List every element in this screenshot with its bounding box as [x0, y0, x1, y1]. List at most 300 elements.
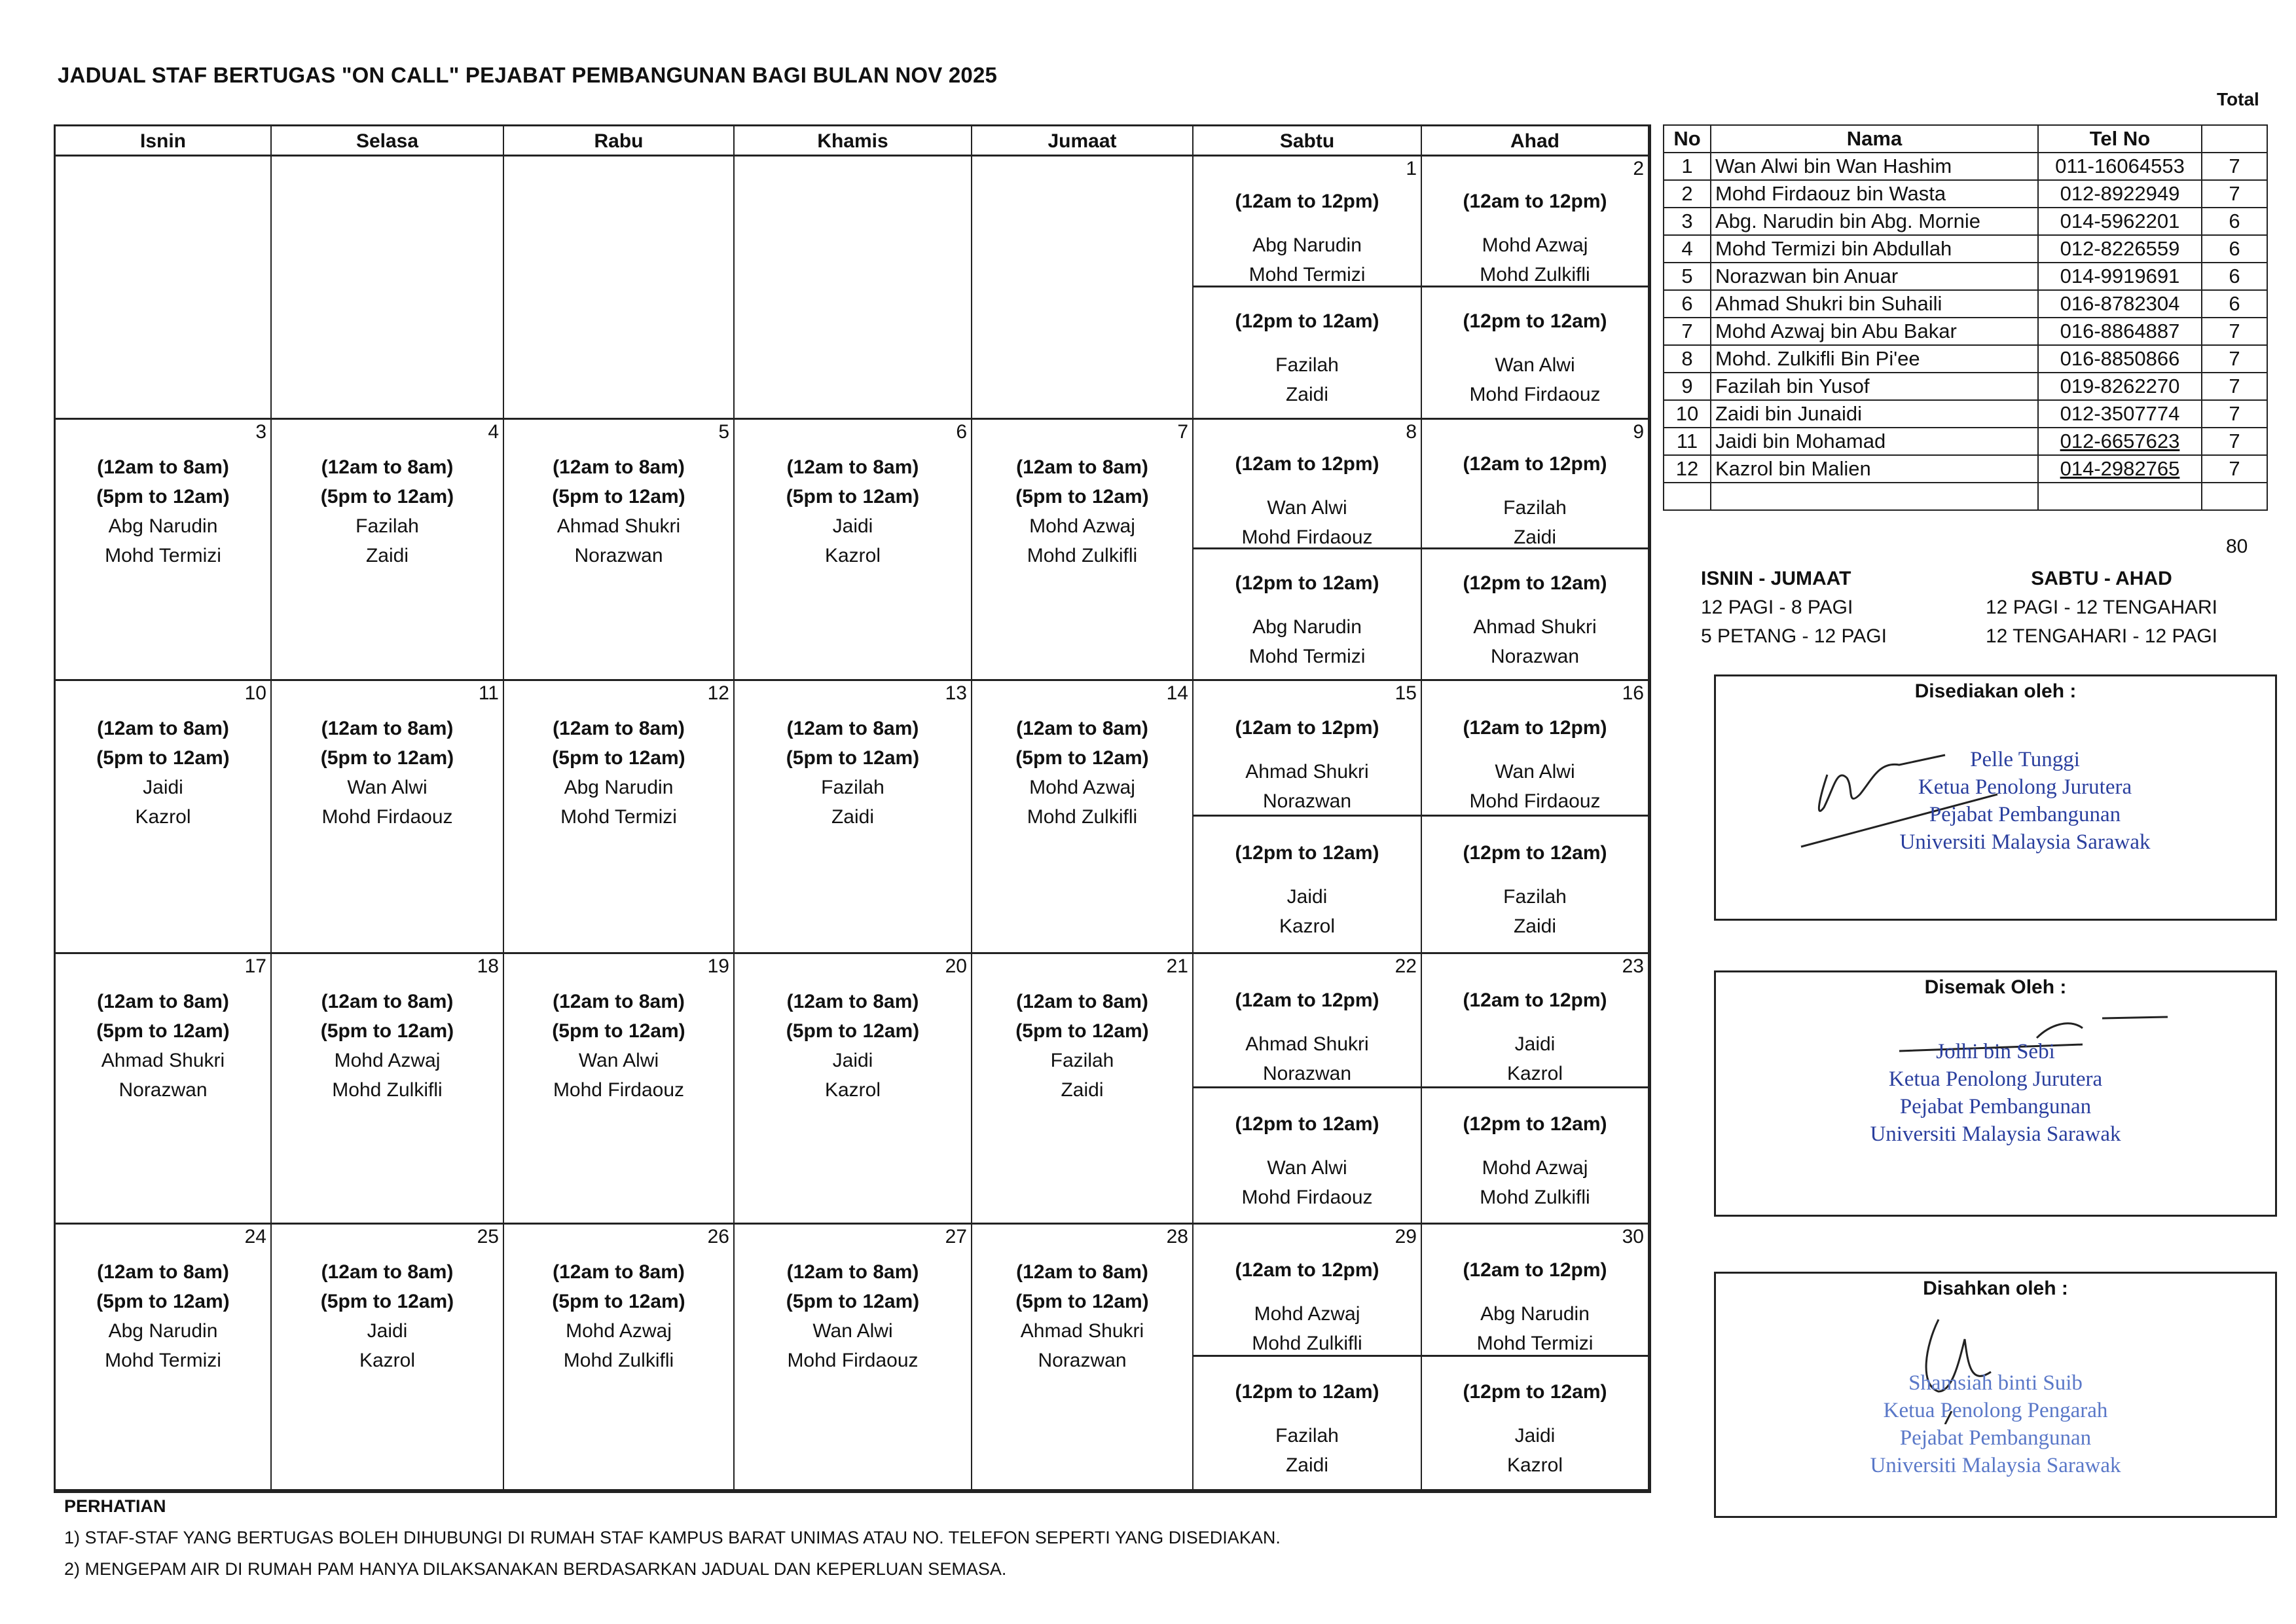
staff-fullname: Fazilah bin Yusof — [1711, 373, 2038, 400]
staff-name: Zaidi — [1061, 1079, 1104, 1101]
staff-name: Mohd Firdaouz — [1241, 1187, 1373, 1209]
weekend-shift-am — [1194, 1225, 1421, 1357]
legend-weekday-line1: 12 PAGI - 8 PAGI — [1701, 597, 1853, 618]
calendar-header — [56, 126, 1649, 157]
staff-fullname: Norazwan bin Anuar — [1711, 263, 2038, 290]
day-cell — [735, 420, 972, 681]
staff-fullname: Ahmad Shukri bin Suhaili — [1711, 290, 2038, 318]
calendar — [54, 124, 1651, 1493]
weekend-shift-pm — [1194, 1357, 1421, 1489]
day-number: 7 — [1177, 421, 1188, 443]
shift-label: (5pm to 12am) — [96, 486, 230, 507]
stamp-line: Pelle Tunggi — [1970, 748, 2080, 771]
day-number: 17 — [244, 955, 266, 977]
total-label: Total — [2217, 89, 2259, 109]
staff-name: Wan Alwi — [1267, 1157, 1347, 1179]
staff-phone: 014-2982765 — [2038, 455, 2202, 483]
staff-name: Mohd Firdaouz — [1469, 384, 1601, 405]
day-number: 25 — [477, 1226, 499, 1247]
shift-label: (12pm to 12am) — [1463, 572, 1607, 594]
shift-label: (12am to 8am) — [321, 456, 454, 478]
staff-name: Norazwan — [1262, 1063, 1352, 1085]
day-cell — [1194, 1225, 1422, 1491]
weekend-shift-pm — [1194, 1088, 1421, 1223]
staff-total: 6 — [2202, 263, 2267, 290]
table-row-empty — [1664, 483, 2267, 510]
shift-label: (12am to 8am) — [786, 456, 919, 478]
day-cell — [1422, 1225, 1649, 1491]
weekday-duty — [504, 452, 733, 570]
staff-no: 10 — [1664, 400, 1711, 428]
table-row — [1664, 428, 2267, 455]
weekday-duty — [272, 1257, 503, 1375]
staff-name: Jaidi — [832, 515, 873, 537]
weekend-shift-am — [1422, 1225, 1648, 1357]
shift-label: (12am to 8am) — [553, 1261, 685, 1283]
staff-total: 7 — [2202, 373, 2267, 400]
staff-name: Mohd Termizi — [1248, 645, 1366, 667]
weekday-duty — [972, 452, 1192, 570]
col-nama: Nama — [1711, 125, 2038, 153]
day-number: 13 — [945, 682, 967, 704]
stamp-line: Universiti Malaysia Sarawak — [1870, 1122, 2121, 1146]
shift-label: (12am to 8am) — [321, 1261, 454, 1283]
staff-total: 7 — [2202, 345, 2267, 373]
shift-label: (12am to 12pm) — [1235, 452, 1379, 475]
day-number: 12 — [707, 682, 729, 704]
day-cell — [1194, 420, 1422, 681]
shift-label: (5pm to 12am) — [1015, 1291, 1149, 1312]
day-number: 29 — [1394, 1226, 1417, 1247]
shift-label: (12pm to 12am) — [1463, 1380, 1607, 1403]
day-cell — [504, 954, 735, 1225]
staff-name: Norazwan — [1038, 1350, 1127, 1371]
staff-name: Fazilah — [1503, 886, 1567, 908]
prepared-by-stamp — [1716, 746, 2275, 856]
shift-label: (12pm to 12am) — [1235, 842, 1379, 864]
weekday-duty — [735, 987, 971, 1105]
staff-name: Jaidi — [832, 1050, 873, 1071]
empty-cell — [2202, 483, 2267, 510]
empty-cell — [2038, 483, 2202, 510]
weekend-shift-am — [1422, 954, 1648, 1088]
staff-name: Ahmad Shukri — [1245, 761, 1369, 783]
staff-name: Wan Alwi — [578, 1050, 659, 1071]
day-cell — [735, 157, 972, 420]
staff-total: 6 — [2202, 290, 2267, 318]
staff-fullname: Mohd Firdaouz bin Wasta — [1711, 180, 2038, 208]
legend-weekend-title: SABTU - AHAD — [2031, 568, 2172, 589]
shift-label: (12am to 12pm) — [1463, 989, 1607, 1012]
prepared-by-label: Disediakan oleh : — [1914, 680, 2077, 702]
staff-no: 6 — [1664, 290, 1711, 318]
staff-phone: 016-8782304 — [2038, 290, 2202, 318]
day-number: 5 — [718, 421, 729, 443]
staff-fullname: Abg. Narudin bin Abg. Mornie — [1711, 208, 2038, 235]
notes-heading: PERHATIAN — [64, 1496, 166, 1516]
day-cell — [1422, 681, 1649, 954]
table-row — [1664, 208, 2267, 235]
stamp-line: Jolhi bin Sebi — [1936, 1040, 2055, 1063]
staff-name: Wan Alwi — [1267, 496, 1347, 519]
day-cell — [1422, 954, 1649, 1225]
staff-name: Fazilah — [1050, 1050, 1114, 1071]
weekend-shift-am — [1194, 420, 1421, 549]
weekday-duty — [972, 987, 1192, 1105]
shift-label: (5pm to 12am) — [552, 486, 685, 507]
table-row — [1664, 180, 2267, 208]
weekend-shift-am — [1194, 954, 1421, 1088]
shift-label: (12pm to 12am) — [1463, 310, 1607, 332]
staff-name: Mohd Azwaj — [566, 1320, 672, 1342]
staff-name: Mohd Zulkifli — [1480, 263, 1590, 286]
staff-name: Abg Narudin — [108, 1320, 218, 1342]
staff-no: 3 — [1664, 208, 1711, 235]
staff-name: Mohd Azwaj — [334, 1050, 441, 1071]
staff-name: Mohd Termizi — [105, 1350, 221, 1371]
day-cell — [1422, 420, 1649, 681]
staff-no: 2 — [1664, 180, 1711, 208]
weekend-shift-pm — [1422, 287, 1648, 418]
shift-label: (12pm to 12am) — [1235, 1113, 1379, 1135]
staff-name: Mohd Firdaouz — [553, 1079, 685, 1101]
day-number: 24 — [244, 1226, 266, 1247]
staff-name: Norazwan — [1490, 645, 1580, 667]
shift-label: (5pm to 12am) — [1015, 486, 1149, 507]
stamp-line: Pejabat Pembangunan — [1929, 803, 2121, 826]
table-row — [1664, 318, 2267, 345]
stamp-line: Universiti Malaysia Sarawak — [1899, 830, 2151, 854]
weekday-duty — [504, 987, 733, 1105]
shift-label: (12am to 8am) — [553, 718, 685, 739]
shift-label: (5pm to 12am) — [96, 747, 230, 769]
staff-fullname: Kazrol bin Malien — [1711, 455, 2038, 483]
weekend-shift-pm — [1422, 1357, 1648, 1489]
stamp-line: Pejabat Pembangunan — [1899, 1095, 2092, 1118]
shift-label: (12pm to 12am) — [1463, 1113, 1607, 1135]
staff-name: Mohd Azwaj — [1482, 1157, 1588, 1179]
shift-label: (12am to 12pm) — [1463, 1259, 1607, 1281]
day-number: 30 — [1622, 1226, 1644, 1247]
shift-label: (12am to 8am) — [97, 1261, 229, 1283]
page-title: JADUAL STAF BERTUGAS "ON CALL" PEJABAT PEMBANGUNAN BAGI BULAN NOV 2025 — [58, 63, 998, 87]
shift-label: (12am to 8am) — [553, 456, 685, 478]
staff-name: Ahmad Shukri — [1020, 1320, 1144, 1342]
shift-label: (12am to 12pm) — [1235, 989, 1379, 1012]
day-number: 23 — [1622, 955, 1644, 977]
staff-no: 4 — [1664, 235, 1711, 263]
day-cell — [1194, 954, 1422, 1225]
weekday-duty — [272, 714, 503, 832]
day-number: 22 — [1394, 955, 1417, 977]
staff-fullname: Mohd Azwaj bin Abu Bakar — [1711, 318, 2038, 345]
shift-label: (5pm to 12am) — [786, 1291, 920, 1312]
staff-name: Fazilah — [1275, 354, 1339, 376]
day-number: 21 — [1166, 955, 1188, 977]
staff-name: Norazwan — [118, 1079, 208, 1101]
weekday-duty — [56, 452, 270, 570]
staff-name: Mohd Azwaj — [1254, 1302, 1360, 1325]
shift-label: (12am to 8am) — [786, 991, 919, 1012]
weekday-duty — [735, 714, 971, 832]
shift-label: (12pm to 12am) — [1235, 1380, 1379, 1403]
staff-phone: 012-3507774 — [2038, 400, 2202, 428]
staff-phone: 014-9919691 — [2038, 263, 2202, 290]
staff-name: Mohd Zulkifli — [1027, 806, 1138, 828]
weekend-shift-am — [1194, 157, 1421, 287]
stamp-line: Ketua Penolong Jurutera — [1888, 1067, 2103, 1091]
weekend-shift-pm — [1422, 549, 1648, 679]
day-cell — [504, 157, 735, 420]
shift-label: (12am to 8am) — [1016, 718, 1148, 739]
day-header: Khamis — [735, 126, 972, 157]
day-number: 19 — [707, 955, 729, 977]
day-number: 18 — [477, 955, 499, 977]
day-number: 3 — [255, 421, 266, 443]
staff-total: 7 — [2202, 318, 2267, 345]
staff-name: Ahmad Shukri — [556, 515, 681, 537]
staff-no: 7 — [1664, 318, 1711, 345]
staff-name: Fazilah — [1503, 496, 1567, 519]
staff-name: Mohd Firdaouz — [787, 1350, 919, 1371]
day-cell — [272, 420, 504, 681]
staff-name: Jaidi — [1514, 1033, 1556, 1056]
staff-name: Jaidi — [143, 777, 183, 798]
notes — [64, 1490, 1281, 1585]
weekday-duty — [56, 1257, 270, 1375]
staff-name: Zaidi — [1285, 1454, 1329, 1476]
shift-label: (12am to 8am) — [97, 991, 229, 1012]
shift-label: (5pm to 12am) — [320, 1020, 454, 1042]
staff-name: Mohd Azwaj — [1029, 515, 1135, 537]
day-number: 4 — [488, 421, 499, 443]
day-cell — [504, 681, 735, 954]
staff-table — [1663, 124, 2268, 511]
weekend-shift-am — [1422, 420, 1648, 549]
day-number: 28 — [1166, 1226, 1188, 1247]
approved-by-stamp — [1716, 1369, 2275, 1479]
staff-no: 12 — [1664, 455, 1711, 483]
day-cell — [735, 681, 972, 954]
staff-no: 8 — [1664, 345, 1711, 373]
day-cell — [1194, 157, 1422, 420]
staff-name: Mohd Termizi — [1476, 1332, 1594, 1354]
col-tel: Tel No — [2038, 125, 2202, 153]
staff-name: Fazilah — [821, 777, 884, 798]
staff-no: 11 — [1664, 428, 1711, 455]
day-number: 6 — [956, 421, 967, 443]
staff-name: Mohd Zulkifli — [1027, 545, 1138, 566]
weekend-shift-pm — [1422, 817, 1648, 952]
staff-name: Wan Alwi — [347, 777, 428, 798]
day-cell — [272, 681, 504, 954]
total-sum: 80 — [2226, 536, 2248, 557]
day-number: 10 — [244, 682, 266, 704]
staff-name: Kazrol — [1279, 915, 1336, 938]
day-cell — [1194, 681, 1422, 954]
checked-by-box — [1714, 970, 2277, 1217]
staff-name: Mohd Zulkifli — [1480, 1187, 1590, 1209]
day-number: 1 — [1406, 158, 1417, 179]
shift-label: (5pm to 12am) — [320, 486, 454, 507]
shift-label: (12am to 12pm) — [1235, 1259, 1379, 1281]
staff-phone: 012-8922949 — [2038, 180, 2202, 208]
shift-label: (5pm to 12am) — [552, 747, 685, 769]
shift-label: (12am to 8am) — [1016, 1261, 1148, 1283]
day-cell — [272, 157, 504, 420]
staff-phone: 016-8864887 — [2038, 318, 2202, 345]
day-cell — [972, 157, 1194, 420]
empty-cell — [1664, 483, 1711, 510]
day-cell — [735, 954, 972, 1225]
staff-fullname: Mohd Termizi bin Abdullah — [1711, 235, 2038, 263]
day-cell — [972, 1225, 1194, 1491]
day-header: Jumaat — [972, 126, 1194, 157]
weekday-duty — [56, 714, 270, 832]
approved-by-label: Disahkan oleh : — [1923, 1278, 2068, 1299]
day-cell — [56, 157, 272, 420]
staff-name: Mohd Zulkifli — [332, 1079, 443, 1101]
weekday-duty — [735, 452, 971, 570]
staff-total: 7 — [2202, 455, 2267, 483]
staff-fullname: Zaidi bin Junaidi — [1711, 400, 2038, 428]
day-cell — [504, 420, 735, 681]
weekday-duty — [972, 1257, 1192, 1375]
staff-name: Zaidi — [1513, 915, 1557, 938]
stamp-line: Ketua Penolong Pengarah — [1883, 1399, 2108, 1422]
shift-label: (12am to 12pm) — [1463, 452, 1607, 475]
staff-phone: 016-8850866 — [2038, 345, 2202, 373]
staff-no: 9 — [1664, 373, 1711, 400]
weekday-duty — [504, 714, 733, 832]
day-header: Ahad — [1422, 126, 1649, 157]
staff-name: Norazwan — [1262, 790, 1352, 813]
day-cell — [972, 420, 1194, 681]
weekday-duty — [56, 987, 270, 1105]
shift-label: (12am to 12pm) — [1463, 190, 1607, 212]
staff-total: 6 — [2202, 208, 2267, 235]
shift-label: (5pm to 12am) — [1015, 747, 1149, 769]
staff-total: 7 — [2202, 400, 2267, 428]
shift-label: (5pm to 12am) — [320, 1291, 454, 1312]
legend-weekend-line2: 12 TENGAHARI - 12 PAGI — [1985, 625, 2217, 647]
staff-fullname: Jaidi bin Mohamad — [1711, 428, 2038, 455]
weekday-duty — [272, 452, 503, 570]
shift-label: (12am to 8am) — [321, 718, 454, 739]
shift-label: (5pm to 12am) — [96, 1291, 230, 1312]
table-row — [1664, 455, 2267, 483]
staff-name: Fazilah — [1275, 1424, 1339, 1447]
staff-phone: 011-16064553 — [2038, 153, 2202, 180]
shift-label: (5pm to 12am) — [786, 1020, 920, 1042]
shift-label: (5pm to 12am) — [786, 486, 920, 507]
staff-total: 6 — [2202, 235, 2267, 263]
shift-label: (5pm to 12am) — [786, 747, 920, 769]
day-number: 14 — [1166, 682, 1188, 704]
day-cell — [504, 1225, 735, 1491]
weekend-shift-am — [1194, 681, 1421, 817]
shift-label: (5pm to 12am) — [1015, 1020, 1149, 1042]
checked-by-label: Disemak Oleh : — [1924, 976, 2067, 998]
weekend-shift-pm — [1194, 287, 1421, 418]
weekend-shift-pm — [1422, 1088, 1648, 1223]
table-row — [1664, 373, 2267, 400]
day-cell — [272, 1225, 504, 1491]
staff-name: Kazrol — [359, 1350, 416, 1371]
staff-table-header — [1664, 125, 2267, 153]
staff-name: Jaidi — [367, 1320, 408, 1342]
shift-label: (5pm to 12am) — [552, 1291, 685, 1312]
legend-weekend-line1: 12 PAGI - 12 TENGAHARI — [1985, 597, 2217, 618]
staff-total: 7 — [2202, 180, 2267, 208]
stamp-line: Ketua Penolong Jurutera — [1918, 775, 2132, 799]
staff-name: Abg Narudin — [108, 515, 218, 537]
staff-name: Abg Narudin — [564, 777, 674, 798]
staff-name: Mohd Termizi — [560, 806, 677, 828]
weekend-shift-pm — [1194, 549, 1421, 679]
staff-fullname: Mohd. Zulkifli Bin Pi'ee — [1711, 345, 2038, 373]
staff-name: Jaidi — [1286, 886, 1328, 908]
staff-name: Jaidi — [1514, 1424, 1556, 1447]
shift-label: (5pm to 12am) — [96, 1020, 230, 1042]
staff-name: Fazilah — [355, 515, 419, 537]
staff-name: Mohd Firdaouz — [1469, 790, 1601, 813]
note-item: 1) STAF-STAF YANG BERTUGAS BOLEH DIHUBUNGI DI RUMAH STAF KAMPUS BARAT UNIMAS ATAU NO. TELEFON SEPERTI YANG DISEDIAKAN. — [64, 1528, 1281, 1547]
staff-name: Zaidi — [1513, 526, 1557, 548]
stamp-line: Universiti Malaysia Sarawak — [1870, 1454, 2121, 1477]
checked-by-stamp — [1716, 1038, 2275, 1148]
staff-name: Wan Alwi — [812, 1320, 893, 1342]
table-row — [1664, 235, 2267, 263]
weekday-duty — [735, 1257, 971, 1375]
shift-label: (12am to 8am) — [553, 991, 685, 1012]
staff-name: Kazrol — [824, 1079, 881, 1101]
staff-no: 1 — [1664, 153, 1711, 180]
day-number: 20 — [945, 955, 967, 977]
shift-label: (12pm to 12am) — [1235, 572, 1379, 594]
shift-label: (12am to 12pm) — [1463, 717, 1607, 739]
weekday-duty — [972, 714, 1192, 832]
staff-name: Mohd Termizi — [105, 545, 221, 566]
staff-name: Zaidi — [1285, 384, 1329, 405]
shift-label: (12am to 8am) — [321, 991, 454, 1012]
day-number: 9 — [1633, 421, 1644, 443]
day-number: 15 — [1394, 682, 1417, 704]
day-header: Rabu — [504, 126, 735, 157]
staff-name: Mohd Termizi — [1248, 263, 1366, 286]
shift-label: (12am to 8am) — [786, 718, 919, 739]
legend-weekend — [1971, 564, 2232, 651]
staff-name: Abg Narudin — [1252, 616, 1362, 638]
col-no: No — [1664, 125, 1711, 153]
weekend-shift-pm — [1194, 817, 1421, 952]
day-cell — [272, 954, 504, 1225]
staff-name: Norazwan — [574, 545, 663, 566]
staff-name: Kazrol — [1506, 1454, 1563, 1476]
day-cell — [56, 420, 272, 681]
staff-name: Mohd Zulkifli — [1252, 1332, 1362, 1354]
staff-table-body — [1664, 153, 2267, 510]
staff-no: 5 — [1664, 263, 1711, 290]
staff-fullname: Wan Alwi bin Wan Hashim — [1711, 153, 2038, 180]
empty-cell — [1711, 483, 2038, 510]
staff-name: Ahmad Shukri — [1473, 616, 1597, 638]
day-cell — [56, 1225, 272, 1491]
staff-name: Mohd Azwaj — [1482, 234, 1588, 256]
day-header: Sabtu — [1194, 126, 1422, 157]
shift-label: (12am to 8am) — [1016, 456, 1148, 478]
staff-total: 7 — [2202, 428, 2267, 455]
